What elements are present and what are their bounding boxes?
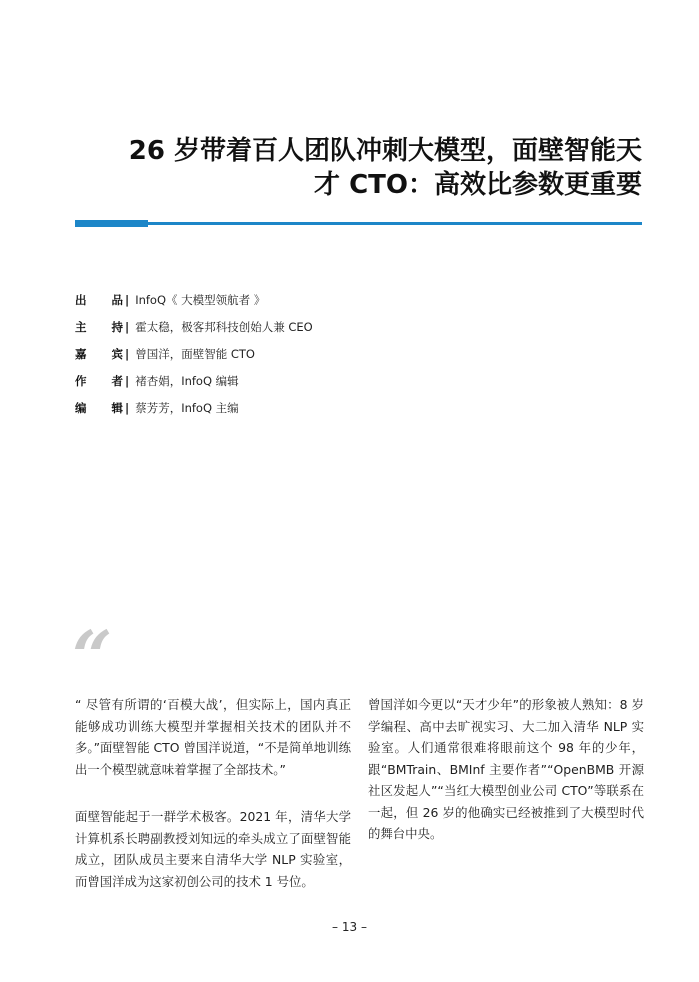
credit-label: [75, 319, 123, 335]
credit-row-producer: [75, 286, 313, 313]
article-title: [62, 134, 642, 202]
credit-value: 蔡芳芳，InfoQ 主编: [135, 400, 239, 415]
credit-label-char: 宾: [111, 346, 123, 361]
article-title-line-2: 才 CTO：高效比参数更重要: [314, 170, 642, 200]
credit-label-char: 品: [111, 292, 123, 307]
quote-mark-icon: “: [72, 615, 113, 698]
credit-label: [75, 346, 123, 362]
article-title-line-1: 26 岁带着百人团队冲刺大模型，面壁智能天: [128, 136, 642, 166]
title-rule-line: [148, 222, 642, 225]
credit-row-guest: [75, 340, 313, 367]
credit-separator: |: [125, 346, 130, 361]
credit-row-host: [75, 313, 313, 340]
credit-label-char: 辑: [111, 400, 123, 415]
credit-separator: |: [125, 373, 130, 388]
credit-label: [75, 292, 123, 308]
credit-label-char: 编: [75, 400, 87, 415]
credit-separator: |: [125, 319, 130, 334]
title-rule-accent: [75, 220, 148, 227]
credit-value: 霍太稳，极客邦科技创始人兼 CEO: [135, 319, 313, 334]
credit-separator: |: [125, 400, 130, 415]
credit-label-char: 持: [111, 319, 123, 334]
credit-label-char: 嘉: [75, 346, 87, 361]
credit-value: 曾国洋，面壁智能 CTO: [135, 346, 255, 361]
page-number: – 13 –: [332, 920, 367, 934]
article-credits: [75, 286, 313, 421]
credit-label-char: 主: [75, 319, 87, 334]
credit-row-author: [75, 367, 313, 394]
credit-label: [75, 400, 123, 416]
body-paragraph: “ 尽管有所谓的‘百模大战’，但实际上，国内真正能够成功训练大模型并掌握相关技术的团队并不多。”面壁智能 CTO 曾国洋说道，“不是简单地训练出一个模型就意味着掌握了全部技术。”: [75, 697, 351, 777]
credit-value: InfoQ《 大模型领航者 》: [135, 292, 266, 307]
credit-label-char: 出: [75, 292, 87, 307]
body-column-left: [75, 694, 351, 892]
body-paragraph: 曾国洋如今更以“天才少年”的形象被人熟知：8 岁学编程、高中去旷视实习、大二加入清华 NLP 实验室。人们通常很难将眼前这个 98 年的少年，跟“BMTrain、BMInf 主要作者”“OpenBMB 开源社区发起人”“当红大模型创业公司 CTO”等联系在一起，但 26 岁的他确实已经被推到了大模型时代的舞台中央。: [368, 697, 644, 841]
body-column-right: [368, 694, 644, 845]
credit-label: [75, 373, 123, 389]
credit-label-char: 作: [75, 373, 87, 388]
credit-label-char: 者: [111, 373, 123, 388]
credit-row-editor: [75, 394, 313, 421]
credit-value: 褚杏娟，InfoQ 编辑: [135, 373, 239, 388]
credit-separator: |: [125, 292, 130, 307]
body-paragraph: 面壁智能起于一群学术极客。2021 年，清华大学计算机系长聘副教授刘知远的牵头成立了面壁智能成立，团队成员主要来自清华大学 NLP 实验室，而曾国洋成为这家初创公司的技术 1 号位。: [75, 809, 351, 889]
